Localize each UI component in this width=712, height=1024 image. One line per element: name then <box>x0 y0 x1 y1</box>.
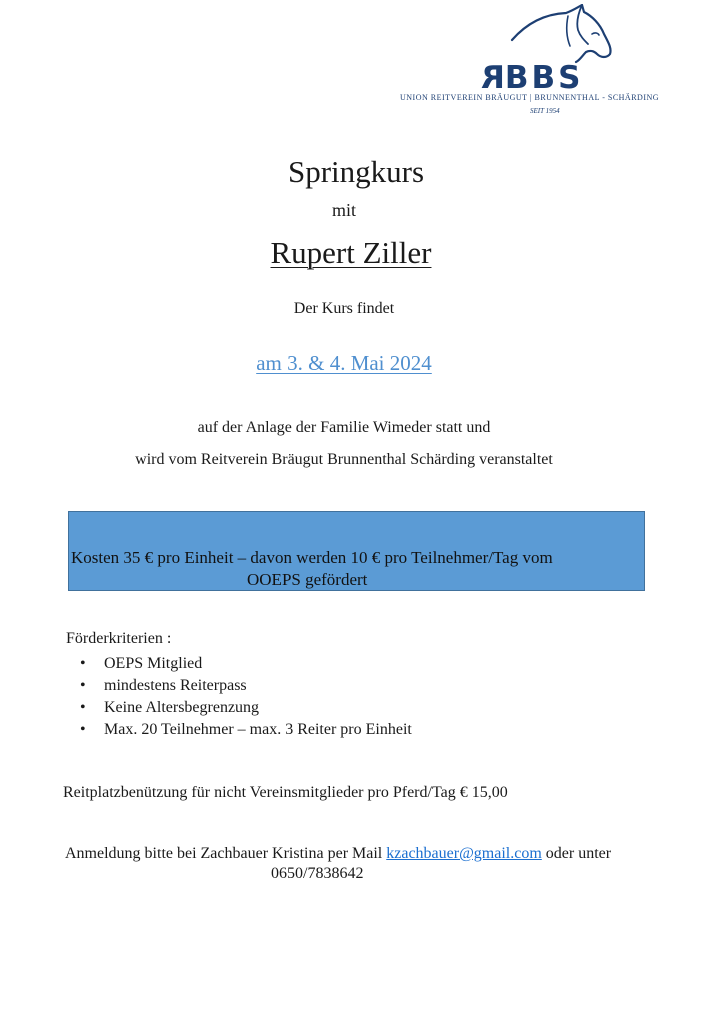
registration-prefix: Anmeldung bitte bei Zachbauer Kristina per Mail <box>65 845 387 862</box>
logo-subtitle: UNION REITVEREIN BRÄUGUT | BRUNNENTHAL - SCHÄRDING <box>400 93 660 102</box>
location-line-2: wird vom Reitverein Bräugut Brunnenthal Schärding veranstaltet <box>135 451 553 468</box>
registration-phone: 0650/7838642 <box>271 865 364 882</box>
criteria-item-label: OEPS Mitglied <box>104 655 203 672</box>
trainer-name: Rupert Ziller <box>270 235 432 270</box>
logo-letters: RBBS <box>478 60 584 96</box>
logo-since: SEIT 1954 <box>530 107 560 115</box>
arena-fee-text: Reitplatzbenützung für nicht Vereinsmitglieder pro Pferd/Tag € 15,00 <box>63 784 508 801</box>
location-line-1: auf der Anlage der Familie Wimeder statt und <box>197 419 491 436</box>
list-item <box>80 697 412 719</box>
cost-box <box>68 511 645 591</box>
list-item <box>80 675 412 697</box>
email-link[interactable]: kzachbauer@gmail.com <box>386 845 542 862</box>
club-logo <box>392 0 712 120</box>
list-item <box>80 719 412 741</box>
criteria-item-label: mindestens Reiterpass <box>104 677 247 694</box>
title-connector: mit <box>331 200 356 220</box>
criteria-item-label: Keine Altersbegrenzung <box>104 699 260 716</box>
bullet-icon: • <box>80 677 86 694</box>
bullet-icon: • <box>80 699 86 716</box>
criteria-heading: Förderkriterien : <box>66 630 172 647</box>
cost-line-2: OOEPS gefördert <box>247 570 368 589</box>
list-item <box>80 653 412 675</box>
registration-suffix: oder unter <box>541 845 612 862</box>
bullet-icon: • <box>80 721 86 738</box>
criteria-list <box>80 653 412 741</box>
bullet-icon: • <box>80 655 86 672</box>
intro-text: Der Kurs findet <box>293 300 395 317</box>
horse-head-icon <box>504 4 614 64</box>
page-title: Springkurs <box>287 154 425 189</box>
course-date: am 3. & 4. Mai 2024 <box>256 351 432 375</box>
criteria-item-label: Max. 20 Teilnehmer – max. 3 Reiter pro Einheit <box>104 721 412 738</box>
registration-line <box>65 845 611 863</box>
cost-line-1: Kosten 35 € pro Einheit – davon werden 10 € pro Teilnehmer/Tag vom <box>71 548 553 567</box>
